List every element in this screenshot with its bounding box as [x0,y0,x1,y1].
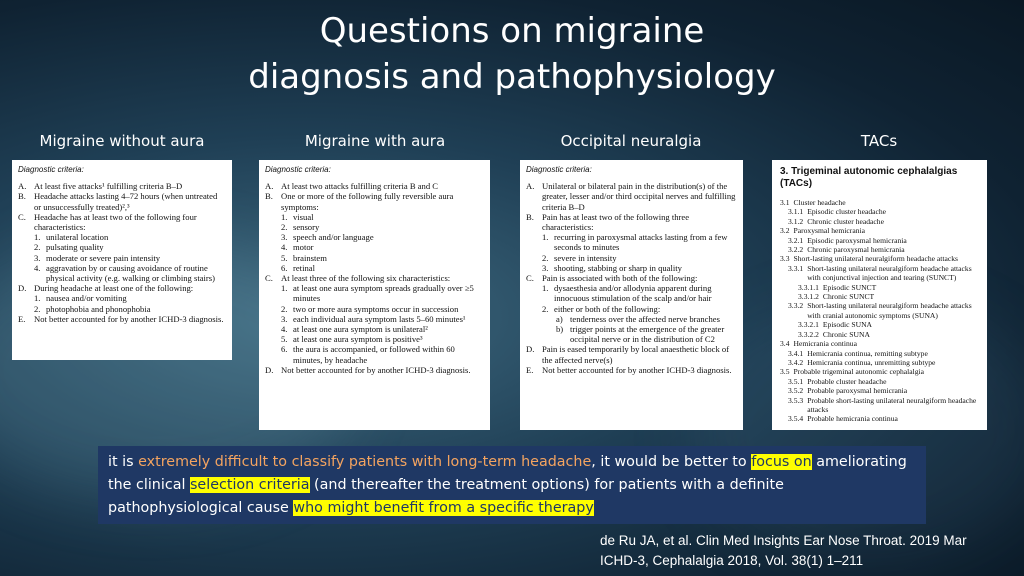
callout-text: (and thereafter the treatment options) for patients with a definite pathophysiological cause [108,477,784,516]
list-item: 3.4.2 Hemicrania continua, unremitting subtype [788,357,936,367]
list-item: 3.3.1 Short-lasting unilateral neuralgiform headache attacks with conjunctival injection and tearing (SUNCT) [788,263,972,283]
tacs-heading: 3. Trigeminal autonomic cephalalgias (TACs) [780,166,958,189]
list-item: 3.2 Paroxysmal hemicrania [780,226,865,236]
key-message-callout [98,446,926,524]
list-item: a) tenderness over the affected nerve branches [556,313,720,324]
tacs-list [780,198,979,424]
panel-label: Diagnostic criteria: [526,165,592,174]
list-item: 3.1.1 Episodic cluster headache [788,207,887,217]
list-item: 4. aggravation by or causing avoidance of routine physical activity (e.g. walking or climbing stairs) [34,262,215,284]
callout-highlight: selection criteria [189,477,310,493]
list-item: 1. visual [281,211,314,222]
list-item: 3.3 Short-lasting unilateral neuralgiform headache attacks [780,254,958,264]
list-item: 1. nausea and/or vomiting [34,293,127,304]
list-item: 2. sensory [281,222,320,233]
list-item: 4. at least one aura symptom is unilateral² [281,324,428,335]
criterion-d: D. During headache at least one of the following: [18,283,194,294]
criterion-a: A. Unilateral or bilateral pain in the distribution(s) of the greater, lesser and/or third occipital nerves and fulfilling criteria B–D [526,181,736,212]
panel-label: Diagnostic criteria: [265,165,331,174]
list-item: 1. recurring in paroxysmal attacks lasting from a few seconds to minutes [542,232,728,253]
list-item: 3.3.2.2 Chronic SUNA [798,329,870,339]
list-item: 6. retinal [281,262,315,273]
list-item: b) trigger points at the emergence of the greater occipital nerve or in the distribution of C2 [556,324,725,345]
criterion-b: B. Pain has at least two of the following three characteristics: [526,211,690,233]
criteria-panel-migraine-without-aura [12,160,232,360]
callout-text: , it would be better to [591,454,752,470]
list-item: 1. unilateral location [34,232,109,243]
slide-title-line-2: diagnosis and pathophysiology [248,57,776,97]
list-item: 3. each individual aura symptom lasts 5–60 minutes¹ [281,313,466,324]
list-item: 3. moderate or severe pain intensity [34,252,161,263]
references [600,531,967,571]
criterion-c: C. At least three of the following six characteristics: [265,273,451,284]
panel-label: Diagnostic criteria: [18,165,84,174]
callout-emphasis: extremely difficult to classify patients with long-term headache [138,454,592,470]
list-item: 3.5.4 Probable hemicrania continua [788,414,898,424]
list-item: 3.5.2 Probable paroxysmal hemicrania [788,386,908,396]
criteria-panel-occipital-neuralgia [520,160,743,430]
list-item: 6. the aura is accompanied, or followed within 60 minutes, by headache [281,344,455,365]
list-item: 2. severe in intensity [542,252,617,263]
callout-text: it is [108,454,139,470]
list-item: 3.1.2 Chronic cluster headache [788,216,884,226]
criterion-e: E. Not better accounted for by another ICHD-3 diagnosis. [526,364,732,375]
criterion-a: A. At least five attacks¹ fulfilling criteria B–D [18,181,183,192]
criterion-e: E. Not better accounted for by another ICHD-3 diagnosis. [18,313,224,324]
list-item: 2. two or more aura symptoms occur in succession [281,303,459,314]
criterion-c: C. Headache has at least two of the following four characteristics: [18,211,197,233]
list-item: 3. speech and/or language [281,232,374,243]
list-item: 3.3.2.1 Episodic SUNA [798,320,873,330]
criterion-a: A. At least two attacks fulfilling criteria B and C [265,181,439,192]
reference-line-2: ICHD-3, Cephalalgia 2018, Vol. 38(1) 1–211 [600,553,864,568]
reference-line-1: de Ru JA, et al. Clin Med Insights Ear Nose Throat. 2019 Mar [600,533,967,548]
list-item: 1. at least one aura symptom spreads gradually over ≥5 minutes [281,283,474,304]
criteria-panel-migraine-with-aura [259,160,490,430]
column-heading-migraine-without-aura: Migraine without aura [39,132,205,150]
list-item: 3.3.1.1 Episodic SUNCT [798,282,877,292]
slide-title [0,8,1024,100]
criterion-d: D. Pain is eased temporarily by local anaesthetic block of the affected nerve(s) [526,344,730,365]
column-heading-tacs: TACs [860,132,898,150]
list-item: 3.3.1.2 Chronic SUNCT [798,292,875,302]
list-item: 2. either or both of the following: [542,303,661,314]
callout-text: ameliorating the clinical [108,454,907,493]
list-item: 3.1 Cluster headache [780,198,846,207]
column-heading-migraine-with-aura: Migraine with aura [304,132,446,150]
list-item: 3.5 Probable trigeminal autonomic cephalalgia [780,367,925,377]
list-item: 5. at least one aura symptom is positive³ [281,334,423,345]
list-item: 3.4.1 Hemicrania continua, remitting subtype [788,348,928,358]
list-item: 3.5.1 Probable cluster headache [788,376,887,386]
list-item: 2. pulsating quality [34,242,104,253]
list-item: 4. motor [281,242,314,253]
list-item: 5. brainstem [281,252,327,263]
criterion-b: B. One or more of the following fully reversible aura symptoms: [265,191,454,212]
callout-highlight: who might benefit from a specific therapy [293,500,594,516]
list-item: 3. shooting, stabbing or sharp in quality [542,262,682,273]
list-item: 3.2.2 Chronic paroxysmal hemicrania [788,245,905,255]
callout-highlight: focus on [751,454,812,470]
list-item: 3.4 Hemicrania continua [780,339,857,349]
criterion-d: D. Not better accounted for by another ICHD-3 diagnosis. [265,364,471,375]
list-item: 3.3.2 Short-lasting unilateral neuralgiform headache attacks with cranial autonomic symptoms (SUNA) [788,301,972,320]
list-item: 1. dysaesthesia and/or allodynia apparent during innocuous stimulation of the scalp and/or hair [542,283,712,304]
list-item: 3.2.1 Episodic paroxysmal hemicrania [788,235,907,245]
slide-title-line-1: Questions on migraine [319,11,705,51]
criterion-c: C. Pain is associated with both of the following: [526,273,698,284]
list-item: 2. photophobia and phonophobia [34,303,151,314]
tacs-classification-panel [772,160,987,430]
criterion-b: B. Headache attacks lasting 4–72 hours (when untreated or unsuccessfully treated)²,³ [18,191,218,212]
list-item: 3.5.3 Probable short-lasting unilateral neuralgiform headache attacks [788,395,977,414]
column-heading-occipital-neuralgia: Occipital neuralgia [560,132,702,150]
